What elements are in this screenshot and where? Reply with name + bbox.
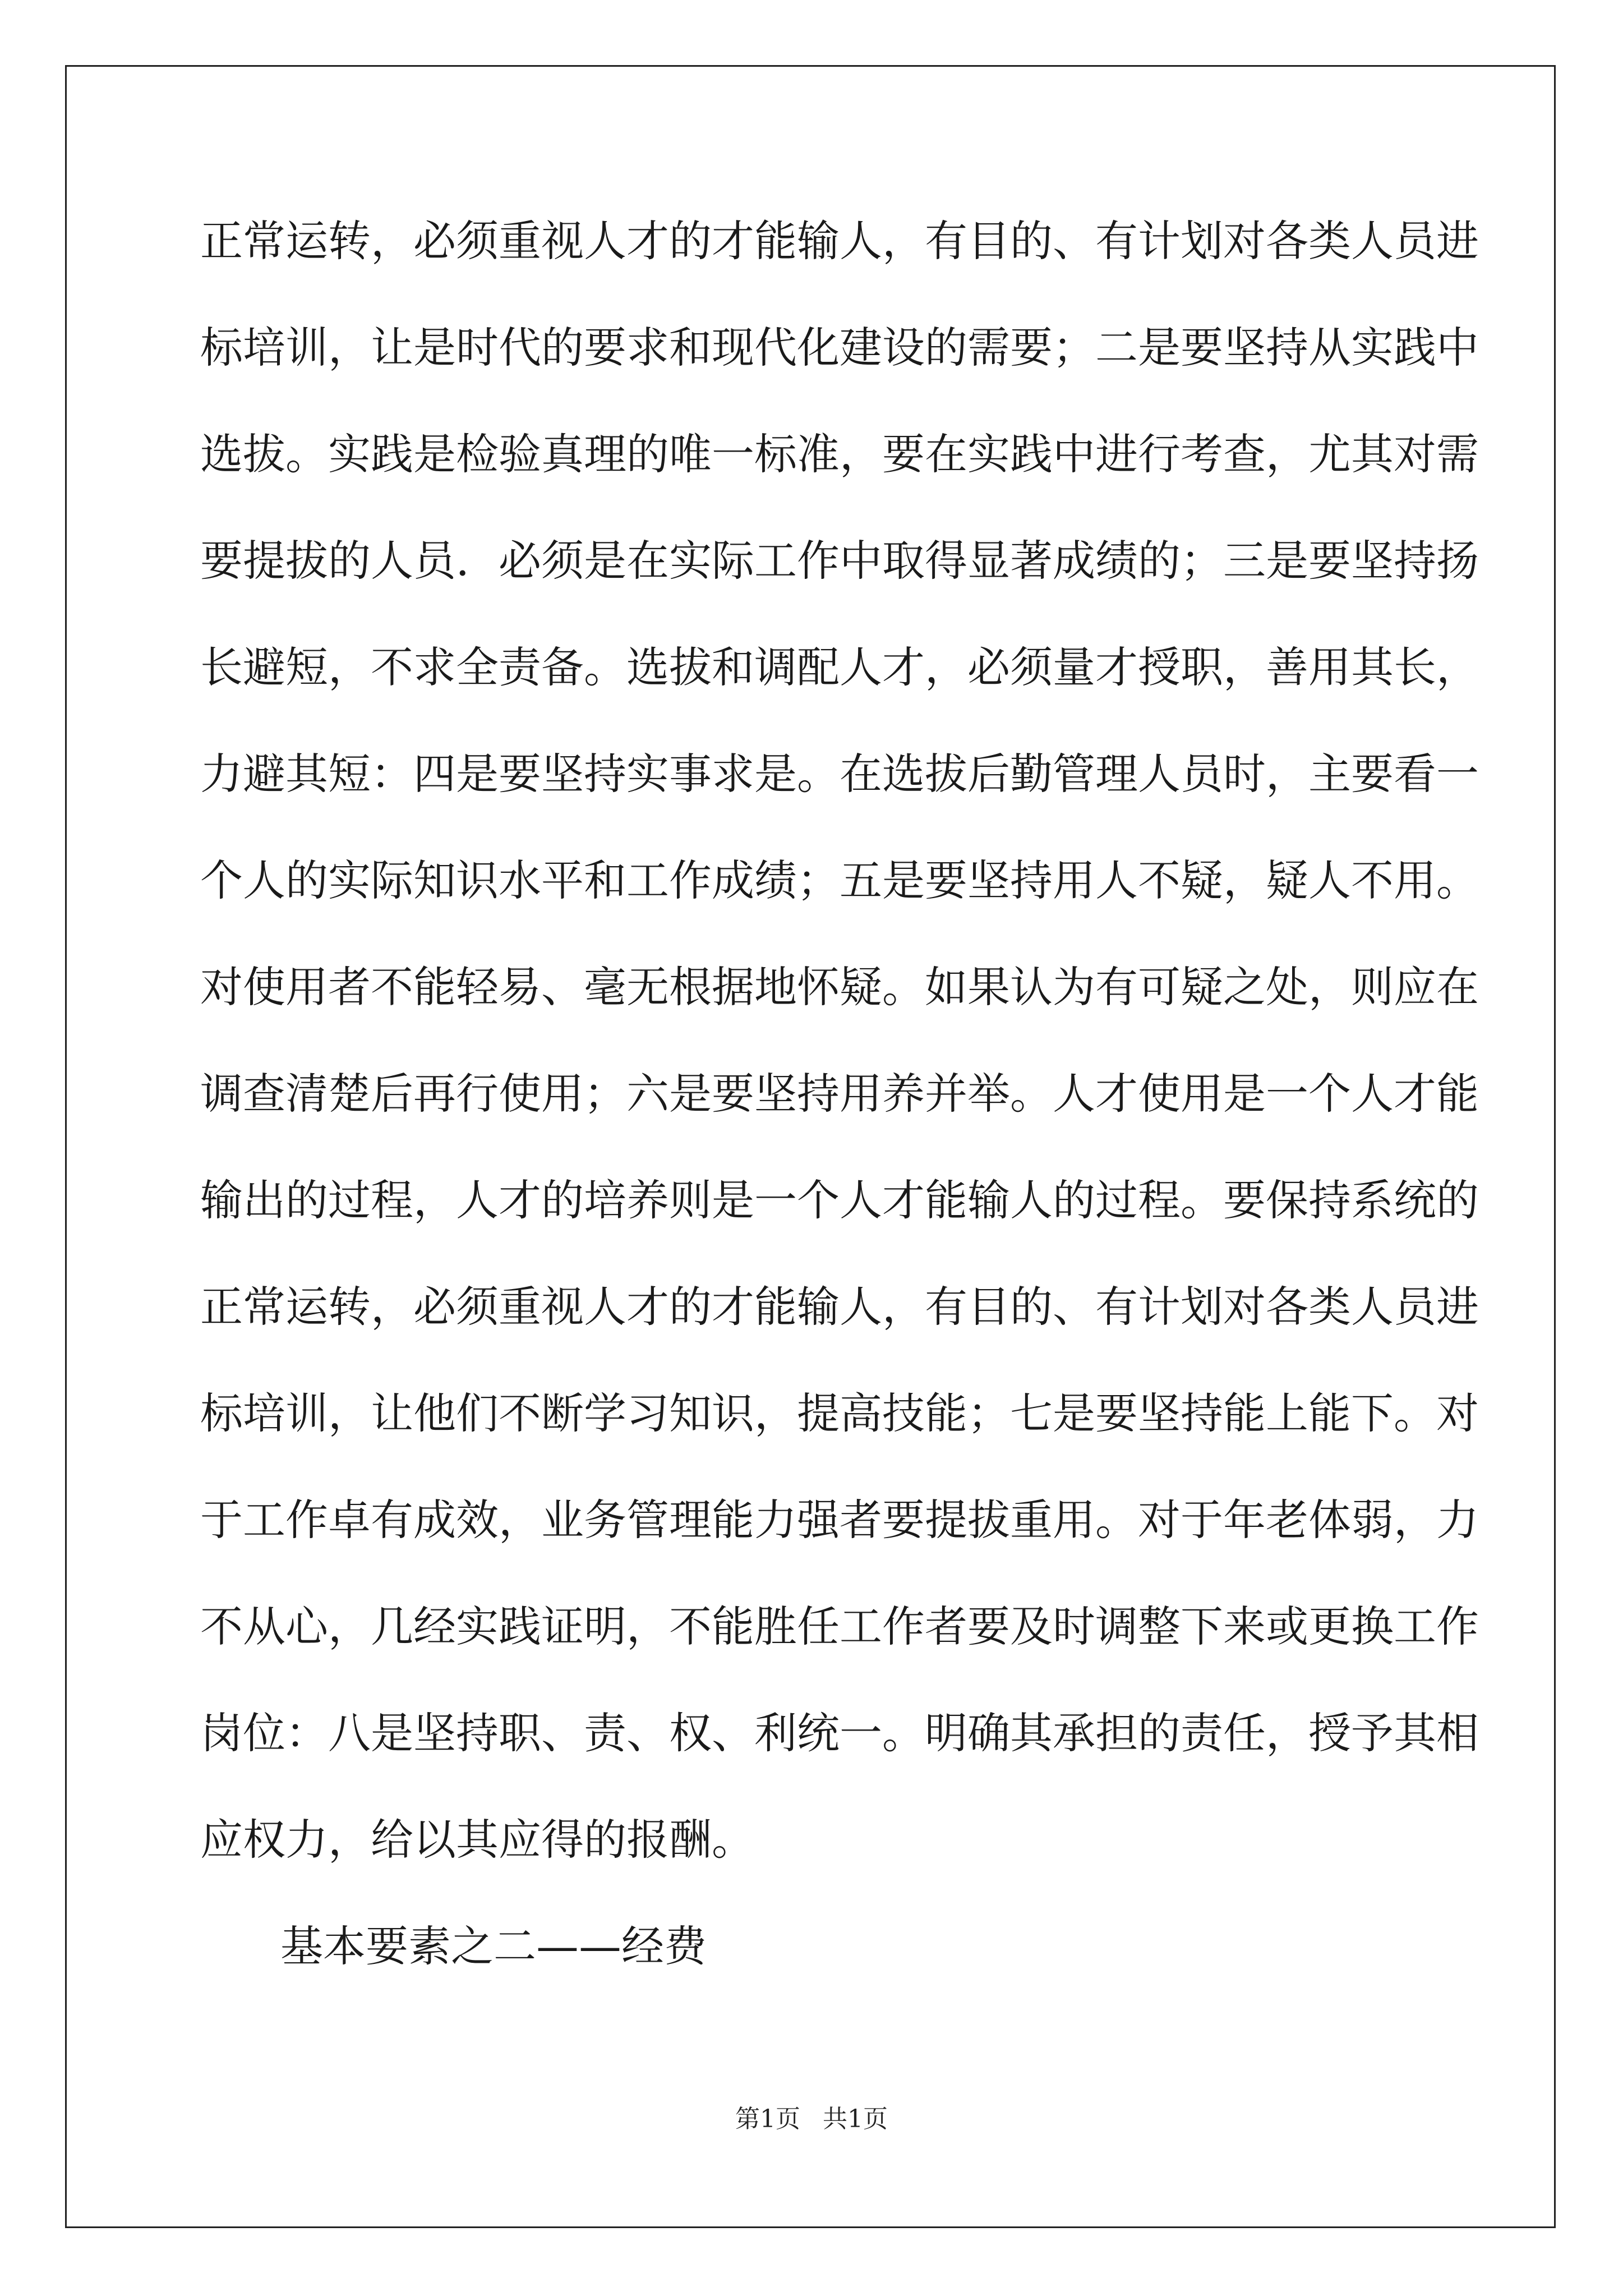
text-line: 正常运转，必须重视人才的才能输人，有目的、有计划对各类人员进: [200, 216, 1479, 266]
text-line: 长避短，不求全责备。选拔和调配人才，必须量才授职，善用其长，: [200, 642, 1479, 692]
text-line: 力避其短：四是要坚持实事求是。在选拔后勤管理人员时，主要看一: [200, 749, 1479, 799]
text-line: 个人的实际知识水平和工作成绩；五是要坚持用人不疑，疑人不用。: [200, 855, 1479, 905]
text-line: 标培训，让他们不断学习知识，提高技能；七是要坚持能上能下。对: [200, 1388, 1479, 1438]
text-line: 输出的过程，人才的培养则是一个人才能输人的过程。要保持系统的: [200, 1175, 1479, 1225]
text-line: 标培训，让是时代的要求和现代化建设的需要；二是要坚持从实践中: [200, 323, 1479, 372]
text-line: 对使用者不能轻易、毫无根据地怀疑。如果认为有可疑之处，则应在: [200, 962, 1479, 1012]
text-line-last: 应权力，给以其应得的报酬。: [200, 1815, 754, 1865]
section-heading: 基本要素之二——经费: [280, 1921, 707, 1971]
text-line: 调查清楚后再行使用；六是要坚持用养并举。人才使用是一个人才能: [200, 1069, 1479, 1119]
text-line: 岗位：八是坚持职、责、权、利统一。明确其承担的责任，授予其相: [200, 1708, 1479, 1758]
body-paragraph: [200, 212, 1479, 1917]
text-line: 正常运转，必须重视人才的才能输人，有目的、有计划对各类人员进: [200, 1282, 1479, 1332]
page-footer: [0, 2102, 1623, 2136]
page-total: 共1页: [823, 2105, 888, 2133]
text-line: 要提拔的人员．必须是在实际工作中取得显著成绩的；三是要坚持扬: [200, 536, 1479, 586]
page-number: 第1页: [735, 2105, 800, 2133]
text-line: 于工作卓有成效，业务管理能力强者要提拔重用。对于年老体弱，力: [200, 1495, 1479, 1545]
text-line: 不从心，几经实践证明，不能胜任工作者要及时调整下来或更换工作: [200, 1602, 1479, 1651]
text-line: 选拔。实践是检验真理的唯一标准，要在实践中进行考查，尤其对需: [200, 429, 1479, 479]
